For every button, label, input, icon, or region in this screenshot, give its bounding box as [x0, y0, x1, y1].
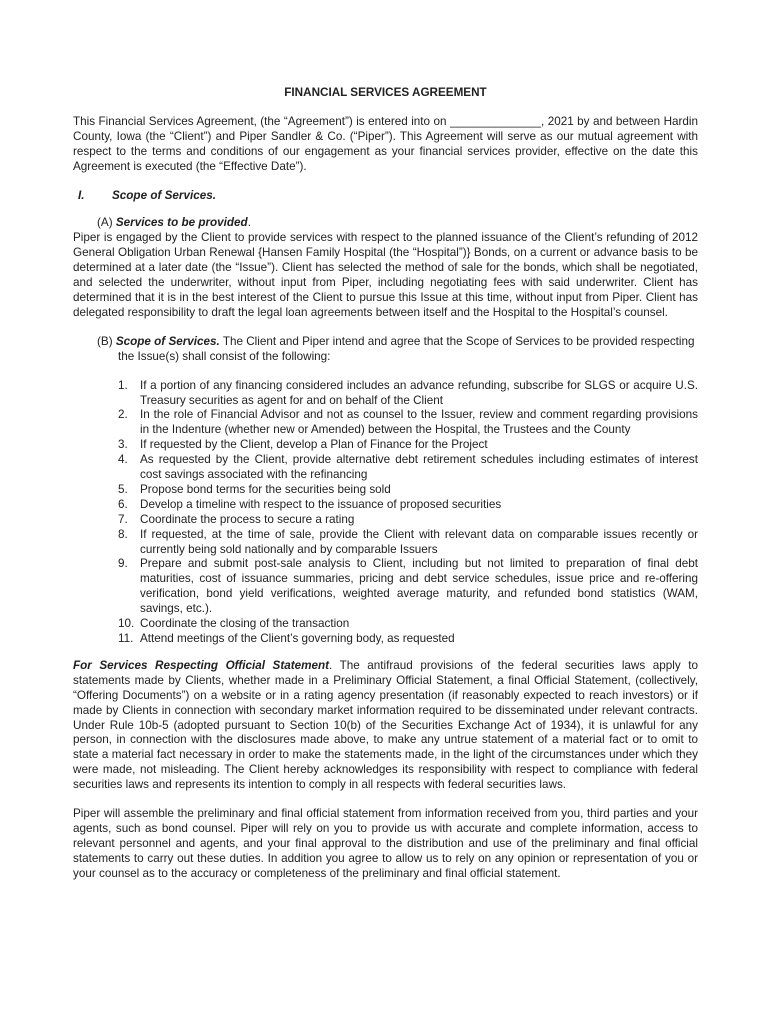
list-item-text: If a portion of any financing considered includes an advance refunding, subscribe for SLGS or acquire U.S. Treasury securities as agent for and on behalf of the Client — [140, 378, 698, 407]
list-item-number: 1. — [118, 378, 128, 392]
subsection-a-heading — [73, 216, 698, 231]
list-item-number: 4. — [118, 453, 128, 467]
list-item-text: Attend meetings of the Client’s governing body, as requested — [140, 632, 455, 645]
list-item — [73, 617, 698, 632]
subsection-a-title: Services to be provided — [115, 216, 248, 230]
list-item — [73, 557, 698, 617]
subsection-b-title: Scope of Services. — [115, 334, 220, 348]
list-item-text: In the role of Financial Advisor and not as counsel to the Issuer, review and comment regarding provisions in the Indenture (whether new or Amended) between the Hospital, the Trustees and the County — [140, 408, 698, 437]
list-item-number: 8. — [118, 527, 128, 541]
official-statement-paragraph — [73, 659, 698, 793]
document-title: FINANCIAL SERVICES AGREEMENT — [284, 86, 487, 99]
list-item-text: Develop a timeline with respect to the issuance of proposed securities — [140, 497, 502, 511]
subsection-b-paragraph — [73, 335, 698, 365]
list-item-number: 3. — [118, 438, 128, 452]
list-item-text: As requested by the Client, provide alternative debt retirement schedules including estimates of interest cost savings associated with the refinancing — [140, 453, 698, 482]
list-item — [73, 438, 698, 453]
scope-list-wrap — [73, 379, 698, 647]
list-item — [73, 528, 698, 558]
list-item — [73, 483, 698, 498]
list-item — [73, 513, 698, 528]
official-statement-heading: For Services Respecting Official Statement — [73, 658, 330, 672]
subsection-a-body: Piper is engaged by the Client to provide services with respect to the planned issuance of the Client’s refunding of 2012 General Obligation Urban Renewal {Hansen Family Hospital (the “Hospital”)} Bonds, on a current or advance basis to be determined at a later date (the “Issue”). Client has selected the method of sale for the bonds, which shall be negotiated, and selected the underwriter, without input from Piper, including negotiating fees with said underwriter. Client has determined that it is in the best interest of the Client to pursue this Issue at this time, without input from Piper. Client has delegated responsibility to draft the legal loan agreements between itself and the Hospital to the Hospital’s counsel. — [73, 231, 698, 319]
list-item-number: 2. — [118, 408, 128, 422]
subsection-b-body: The Client and Piper intend and agree that the Scope of Services to be provided respecting the Issue(s) shall consist of the following: — [118, 334, 695, 363]
list-item-text: Prepare and submit post-sale analysis to Client, including but not limited to preparation of final debt maturities, cost of issuance summaries, pricing and debt service schedules, issue price and re-offering verification, bond yield verifications, weighted average maturity, and refunded bond statistics (WAM, savings, etc.). — [140, 557, 698, 616]
subsection-a-label: (A) — [97, 216, 113, 230]
official-statement-body: . The antifraud provisions of the federal securities laws apply to statements made by Clients, whether made in a Preliminary Official Statement, a final Official Statement, (collectively, “Offering Documents”) on a website or in a rating agency presentation (if reasonably expected to reach investors) or if made by Clients in connection with secondary market information required to be disseminated under relevant contracts. Under Rule 10b-5 (adopted pursuant to Section 10(b) of the Securities Exchange Act of 1934), it is unlawful for any person, in connection with the disclosures made above, to make any untrue statement of a material fact or to omit to state a material fact necessary in order to make the statements made, in the light of the circumstances under which they were made, not misleading. The Client hereby acknowledges its responsibility with respect to compliance with federal securities laws and represents its intention to comply in all respects with federal securities laws. — [73, 658, 698, 792]
list-item-number: 9. — [118, 557, 128, 571]
intro-paragraph: This Financial Services Agreement, (the “Agreement”) is entered into on ______________, 2021 by and between Hardin County, Iowa (the “Client”) and Piper Sandler & Co. (“Piper”). This Agreement will serve as our mutual agreement with respect to the terms and conditions of our engagement as your financial services provider, effective on the date this Agreement is executed (the “Effective Date”). — [73, 114, 698, 173]
list-item — [73, 408, 698, 438]
list-item-text: If requested, at the time of sale, provide the Client with relevant data on comparable issues recently or currently being sold nationally and by comparable Issuers — [140, 527, 698, 556]
list-item-number: 11. — [118, 632, 134, 645]
list-item — [73, 453, 698, 483]
section-heading — [73, 189, 698, 204]
section-number: I. — [78, 188, 85, 202]
closing-paragraph: Piper will assemble the preliminary and final official statement from information received from you, third parties and your agents, such as bond counsel. Piper will rely on you to provide us with accurate and complete information, access to relevant personnel and agents, and your final approval to the distribution and use of the preliminary and final official statements to carry out these duties. In addition you agree to allow us to rely on any opinion or representation of you or your counsel as to the accuracy or completeness of the preliminary and final official statement. — [73, 807, 698, 880]
list-item — [73, 498, 698, 513]
list-item — [73, 632, 698, 647]
list-item-text: Coordinate the process to secure a rating — [140, 512, 355, 526]
list-item-text: Coordinate the closing of the transaction — [140, 617, 350, 631]
list-item-number: 5. — [118, 482, 128, 496]
list-item — [73, 379, 698, 409]
subsection-a-title-end: . — [247, 216, 251, 230]
subsection-b-label: (B) — [97, 334, 113, 348]
list-item-number: 6. — [118, 497, 128, 511]
list-item-number: 7. — [118, 512, 128, 526]
list-item-text: If requested by the Client, develop a Plan of Finance for the Project — [140, 438, 488, 452]
scope-list — [73, 379, 698, 647]
list-item-number: 10. — [118, 617, 135, 631]
section-title: Scope of Services. — [112, 188, 216, 202]
list-item-text: Propose bond terms for the securities being sold — [140, 482, 391, 496]
